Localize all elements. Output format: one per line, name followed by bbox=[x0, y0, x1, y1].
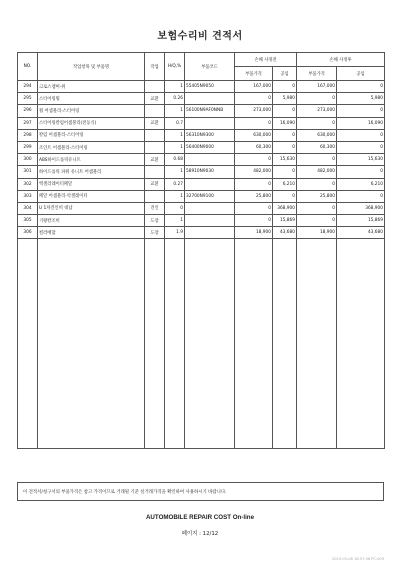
row-item: 페달 어셈블리-악셀레이터 bbox=[38, 190, 145, 202]
table-row bbox=[18, 202, 385, 214]
empty-cell bbox=[297, 239, 337, 449]
row-no: 303 bbox=[18, 190, 38, 202]
row-no: 302 bbox=[18, 178, 38, 190]
row-after-parts: 482,000 bbox=[297, 166, 337, 178]
row-code: 56310N9300 bbox=[185, 129, 235, 141]
row-hours: 1 bbox=[165, 190, 185, 202]
table-row bbox=[18, 154, 385, 166]
row-work bbox=[145, 166, 165, 178]
row-before-labor: 0 bbox=[273, 129, 297, 141]
row-work bbox=[145, 190, 165, 202]
row-code: 32700N9100 bbox=[185, 190, 235, 202]
row-hours: 1 bbox=[165, 105, 185, 117]
row-after-labor: 15,630 bbox=[337, 154, 385, 166]
row-after-labor: 0 bbox=[337, 81, 385, 93]
empty-cell bbox=[235, 239, 273, 449]
row-before-labor: 16,090 bbox=[273, 117, 297, 129]
row-item: 조인트 어셈블리-스티어링 bbox=[38, 141, 145, 153]
row-code bbox=[185, 215, 235, 227]
row-after-labor: 0 bbox=[337, 190, 385, 202]
row-item: 스티어링칼럼어셈블리(전동식) bbox=[38, 117, 145, 129]
print-timestamp: 2019-03-08 18:57:36 PC:009 bbox=[331, 557, 384, 561]
row-work: 교환 bbox=[145, 117, 165, 129]
row-before-labor: 0 bbox=[273, 81, 297, 93]
row-after-parts: 25,800 bbox=[297, 190, 337, 202]
page-number: 페이지 : 12/12 bbox=[181, 531, 219, 537]
row-item: 칼럼 어셈블리-스티어링 bbox=[38, 129, 145, 141]
estimate-table bbox=[17, 52, 385, 449]
header-after-parts: 부품가격 bbox=[297, 67, 337, 81]
table-row bbox=[18, 166, 385, 178]
row-hours: 1 bbox=[165, 141, 185, 153]
row-before-labor: 5,980 bbox=[273, 93, 297, 105]
empty-row-area bbox=[18, 239, 385, 449]
row-before-parts: 25,800 bbox=[235, 190, 273, 202]
row-code bbox=[185, 117, 235, 129]
row-work: 교환 bbox=[145, 178, 165, 190]
row-work: 교환 bbox=[145, 154, 165, 166]
row-code: 55405N9050 bbox=[185, 81, 235, 93]
row-before-parts: 630,000 bbox=[235, 129, 273, 141]
row-code: 58910N9030 bbox=[185, 166, 235, 178]
row-hours: 0.7 bbox=[165, 117, 185, 129]
row-before-labor: 43,680 bbox=[273, 227, 297, 239]
row-code bbox=[185, 93, 235, 105]
row-hours: 0 bbox=[165, 202, 185, 214]
row-before-parts: 0 bbox=[235, 178, 273, 190]
row-code bbox=[185, 178, 235, 190]
header-hours: H/Q,% bbox=[165, 53, 185, 81]
row-work: 도장 bbox=[145, 215, 165, 227]
row-work bbox=[145, 141, 165, 153]
header-item: 작업항목 및 부품명 bbox=[38, 53, 145, 81]
row-after-parts: 0 bbox=[297, 154, 337, 166]
row-no: 295 bbox=[18, 93, 38, 105]
row-before-parts: 0 bbox=[235, 93, 273, 105]
row-before-labor: 0 bbox=[273, 190, 297, 202]
header-after-labor: 공임 bbox=[337, 67, 385, 81]
row-before-parts: 0 bbox=[235, 202, 273, 214]
table-row bbox=[18, 215, 385, 227]
row-before-parts: 0 bbox=[235, 215, 273, 227]
document-title: 보험수리비 견적서 bbox=[157, 31, 243, 42]
header-after-group: 손해 사정후 bbox=[297, 53, 385, 67]
disclaimer-note: 이 견적서/청구서의 부품가격은 참고 가격이므로 거래될 기준 실거래가격을 확인하여 사용하시기 바랍니다. bbox=[17, 482, 384, 501]
row-code: 56100N9AF0NNB bbox=[185, 105, 235, 117]
row-item: 휠 어셈블리-스티어링 bbox=[38, 105, 145, 117]
row-no: 306 bbox=[18, 227, 38, 239]
row-hours: 0.27 bbox=[165, 178, 185, 190]
row-item: 스티어링휠 bbox=[38, 93, 145, 105]
row-before-labor: 15,630 bbox=[273, 154, 297, 166]
row-hours: 1 bbox=[165, 166, 185, 178]
table-row bbox=[18, 105, 385, 117]
row-after-parts: 0 bbox=[297, 93, 337, 105]
row-item: 크로스멤버-위 bbox=[38, 81, 145, 93]
table-row bbox=[18, 190, 385, 202]
row-no: 296 bbox=[18, 105, 38, 117]
row-hours: 1 bbox=[165, 81, 185, 93]
row-before-labor: 0 bbox=[273, 105, 297, 117]
row-item: 컬러배합 bbox=[38, 227, 145, 239]
row-no: 294 bbox=[18, 81, 38, 93]
row-after-parts: 60,300 bbox=[297, 141, 337, 153]
table-row bbox=[18, 129, 385, 141]
row-before-labor: 15,869 bbox=[273, 215, 297, 227]
row-after-labor: 0 bbox=[337, 166, 385, 178]
row-after-parts: 273,000 bbox=[297, 105, 337, 117]
row-item: ABS하이드롤릭유니트 bbox=[38, 154, 145, 166]
header-no: NO. bbox=[18, 53, 38, 81]
row-after-parts: 0 bbox=[297, 117, 337, 129]
row-after-labor: 6,210 bbox=[337, 178, 385, 190]
header-before-labor: 공임 bbox=[273, 67, 297, 81]
table-row bbox=[18, 141, 385, 153]
header-code: 부품코드 bbox=[185, 53, 235, 81]
row-after-parts: 167,000 bbox=[297, 81, 337, 93]
footer-title: AUTOMOBILE REPAIR COST On-line bbox=[145, 514, 255, 521]
row-after-parts: 630,000 bbox=[297, 129, 337, 141]
row-before-parts: 482,000 bbox=[235, 166, 273, 178]
empty-cell bbox=[38, 239, 145, 449]
row-after-parts: 0 bbox=[297, 215, 337, 227]
row-code bbox=[185, 202, 235, 214]
row-no: 299 bbox=[18, 141, 38, 153]
header-before-group: 손해 사정전 bbox=[235, 53, 297, 67]
row-before-labor: 0 bbox=[273, 141, 297, 153]
row-no: 300 bbox=[18, 154, 38, 166]
empty-cell bbox=[337, 239, 385, 449]
row-hours: 0.68 bbox=[165, 154, 185, 166]
row-after-labor: 15,869 bbox=[337, 215, 385, 227]
row-item: 기왕칼조비 bbox=[38, 215, 145, 227]
row-no: 298 bbox=[18, 129, 38, 141]
row-after-parts: 0 bbox=[297, 202, 337, 214]
table-row bbox=[18, 117, 385, 129]
row-code: 56400N9000 bbox=[185, 141, 235, 153]
row-after-labor: 368,900 bbox=[337, 202, 385, 214]
row-work: 견인 bbox=[145, 202, 165, 214]
table-row bbox=[18, 178, 385, 190]
row-item: U 1차견인비 대납 bbox=[38, 202, 145, 214]
empty-cell bbox=[165, 239, 185, 449]
row-hours: 1 bbox=[165, 129, 185, 141]
table-row bbox=[18, 81, 385, 93]
row-before-labor: 0 bbox=[273, 166, 297, 178]
table-row bbox=[18, 227, 385, 239]
row-before-parts: 0 bbox=[235, 117, 273, 129]
row-hours: 0.26 bbox=[165, 93, 185, 105]
row-item: 하이드롤릭 파워 유니트 어셈블리 bbox=[38, 166, 145, 178]
row-code bbox=[185, 227, 235, 239]
row-work bbox=[145, 129, 165, 141]
row-after-parts: 0 bbox=[297, 178, 337, 190]
header-before-parts: 부품가격 bbox=[235, 67, 273, 81]
row-hours: 1.9 bbox=[165, 227, 185, 239]
row-work: 도장 bbox=[145, 227, 165, 239]
row-no: 305 bbox=[18, 215, 38, 227]
header-work: 작업 bbox=[145, 53, 165, 81]
empty-cell bbox=[145, 239, 165, 449]
row-work: 교환 bbox=[145, 93, 165, 105]
row-before-parts: 167,000 bbox=[235, 81, 273, 93]
row-no: 304 bbox=[18, 202, 38, 214]
row-no: 301 bbox=[18, 166, 38, 178]
row-after-labor: 16,090 bbox=[337, 117, 385, 129]
row-before-labor: 6,210 bbox=[273, 178, 297, 190]
row-item: 엑셀러레이터페달 bbox=[38, 178, 145, 190]
row-before-parts: 18,900 bbox=[235, 227, 273, 239]
row-code bbox=[185, 154, 235, 166]
row-after-labor: 5,980 bbox=[337, 93, 385, 105]
row-before-labor: 368,900 bbox=[273, 202, 297, 214]
row-work bbox=[145, 105, 165, 117]
empty-cell bbox=[185, 239, 235, 449]
table-row bbox=[18, 93, 385, 105]
row-after-labor: 0 bbox=[337, 141, 385, 153]
empty-cell bbox=[273, 239, 297, 449]
row-before-parts: 60,300 bbox=[235, 141, 273, 153]
row-before-parts: 0 bbox=[235, 154, 273, 166]
row-hours: 1 bbox=[165, 215, 185, 227]
row-no: 297 bbox=[18, 117, 38, 129]
row-after-labor: 0 bbox=[337, 129, 385, 141]
row-after-parts: 18,900 bbox=[297, 227, 337, 239]
empty-cell bbox=[18, 239, 38, 449]
row-after-labor: 43,680 bbox=[337, 227, 385, 239]
row-after-labor: 0 bbox=[337, 105, 385, 117]
row-before-parts: 273,000 bbox=[235, 105, 273, 117]
row-work bbox=[145, 81, 165, 93]
